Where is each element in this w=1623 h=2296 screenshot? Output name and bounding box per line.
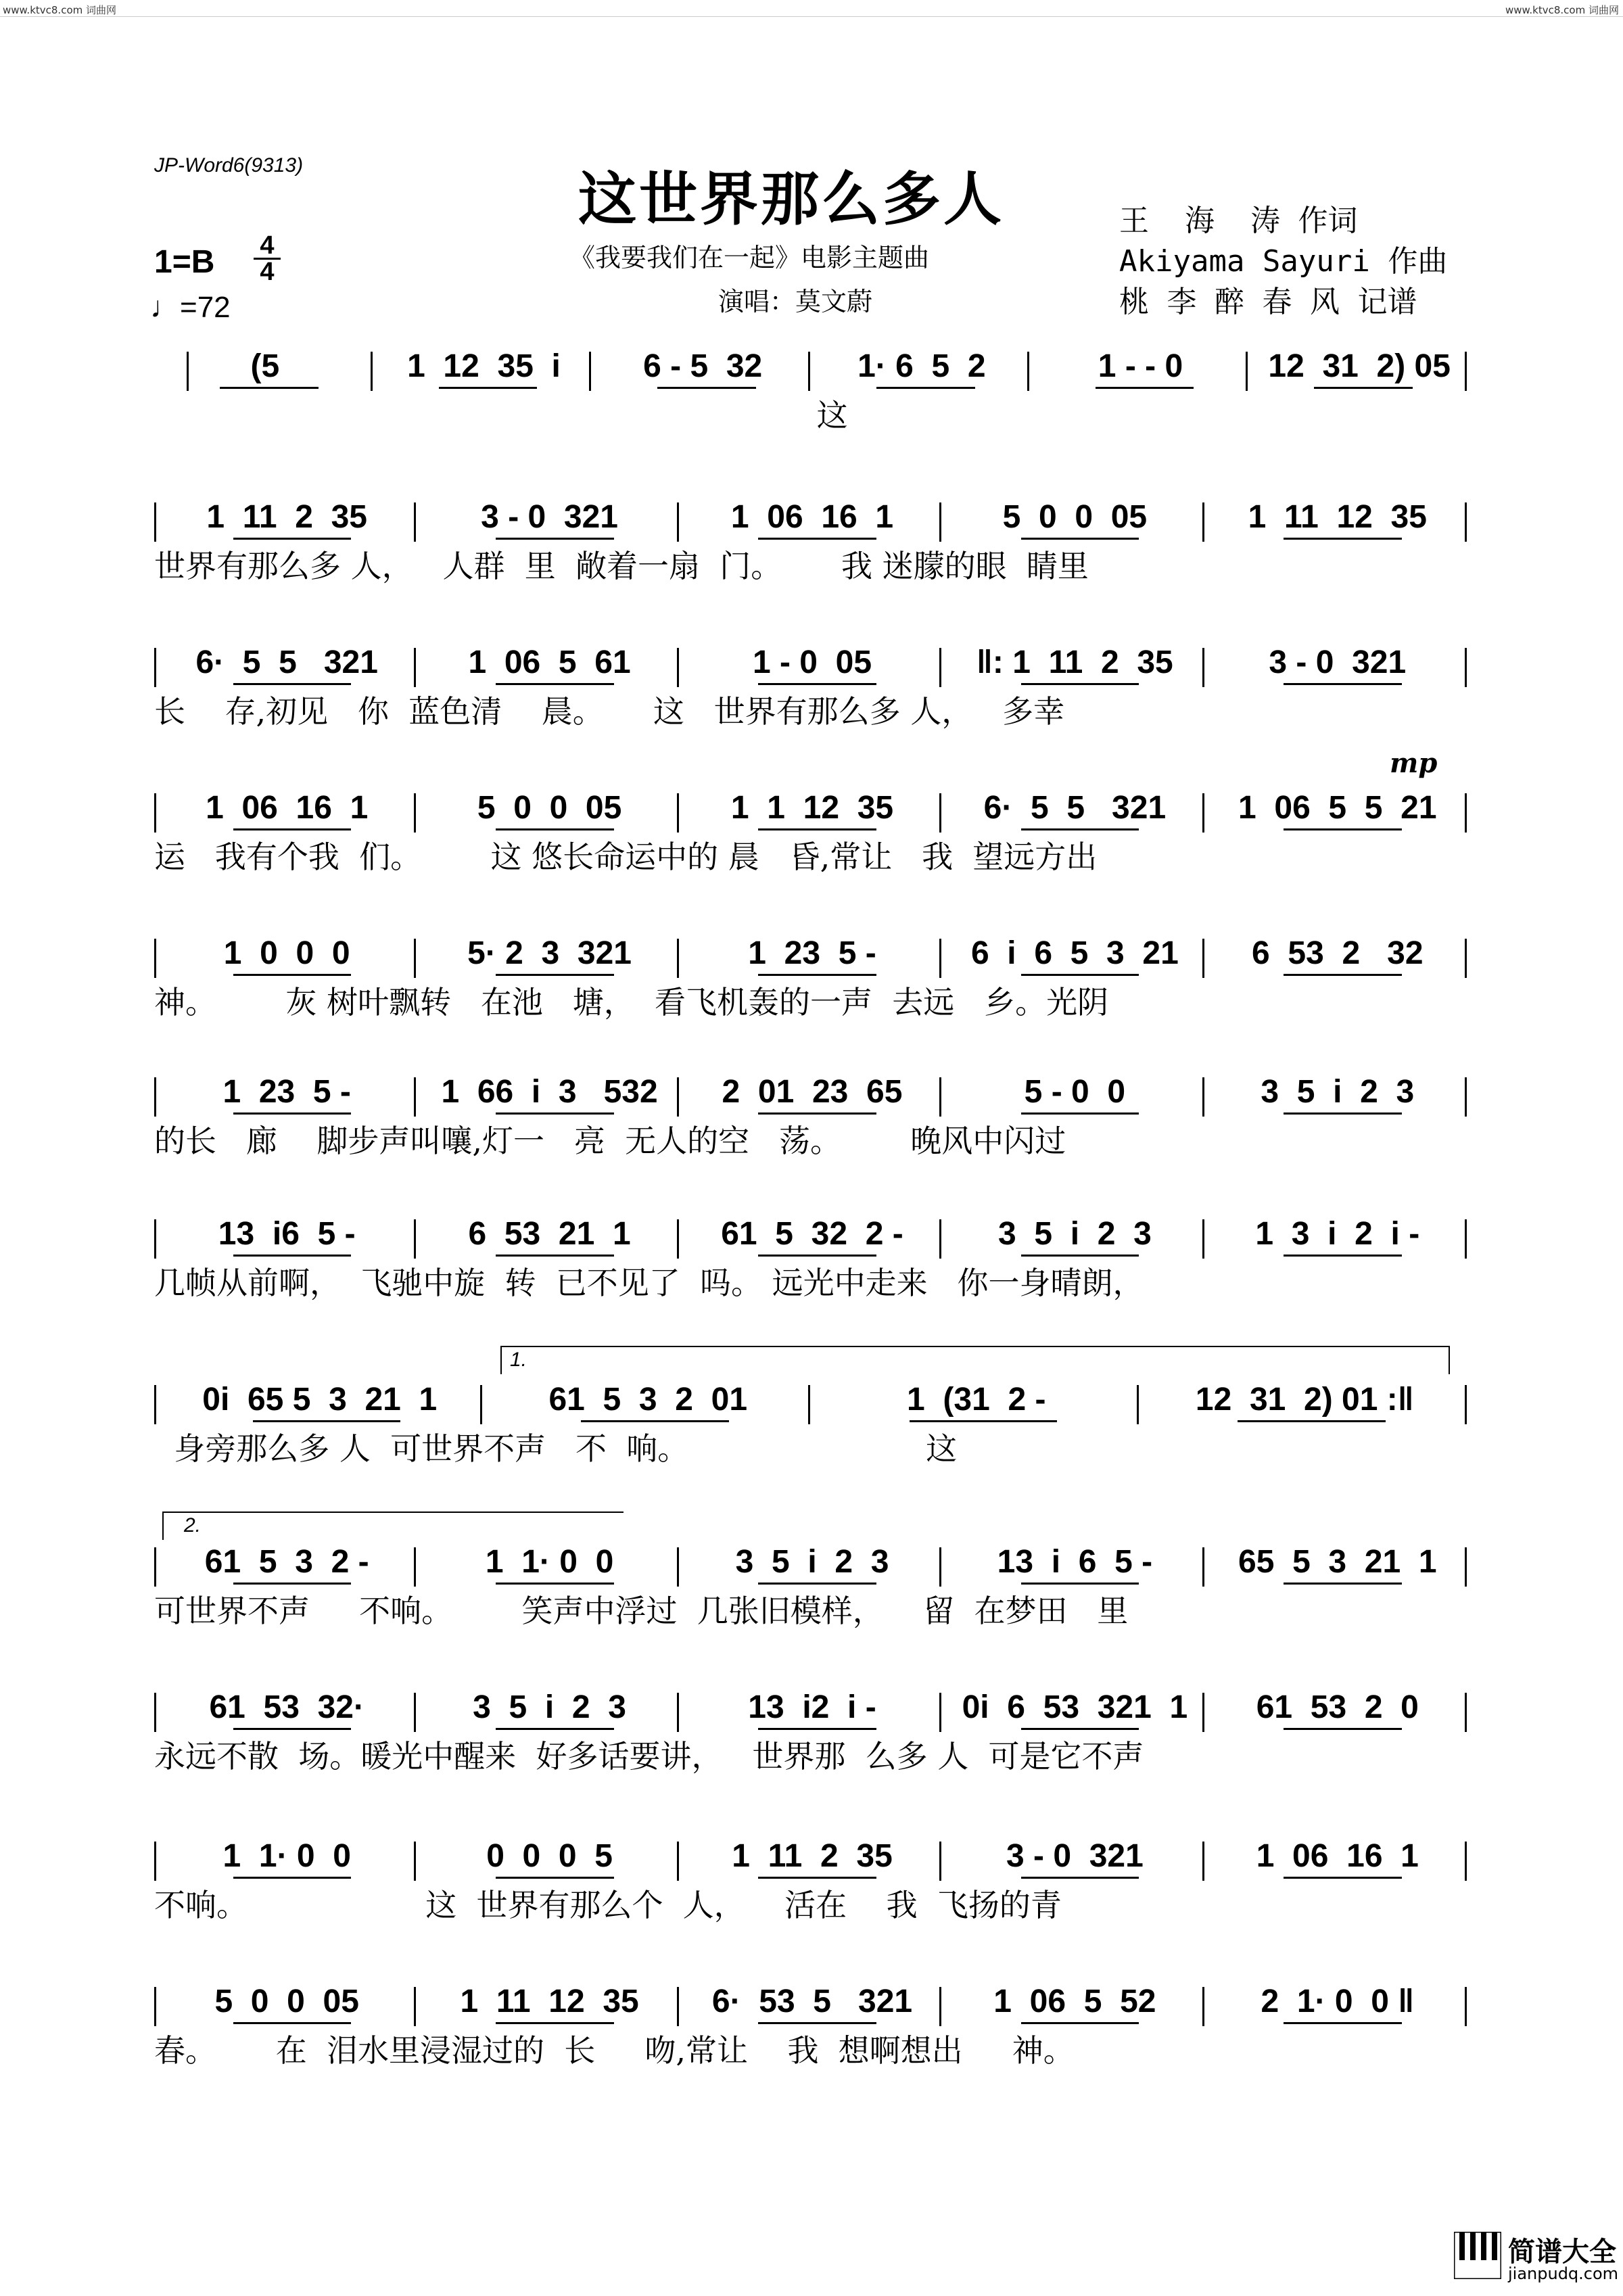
second-ending-bracket bbox=[162, 1512, 624, 1540]
barline bbox=[414, 1077, 416, 1117]
measure-notes: ‖: 1 11 2 35 bbox=[977, 645, 1173, 680]
measure-notes: 1 11 2 35 bbox=[206, 499, 367, 535]
beam-underline bbox=[581, 1420, 728, 1422]
beam-underline bbox=[1284, 828, 1402, 830]
time-signature-bottom: 4 bbox=[254, 258, 281, 284]
beam-underline bbox=[220, 387, 319, 389]
barline bbox=[154, 939, 156, 978]
measure-notes: 3 - 0 321 bbox=[1006, 1838, 1144, 1874]
score-system bbox=[154, 1982, 1467, 2083]
measure-notes: 1 11 12 35 bbox=[1248, 499, 1427, 535]
top-divider bbox=[0, 16, 1623, 17]
measure-notes: 61 5 3 2 01 bbox=[548, 1382, 748, 1418]
beam-underline bbox=[1021, 1255, 1139, 1257]
beam-underline bbox=[1021, 828, 1139, 830]
barline bbox=[1202, 1693, 1204, 1732]
beam-underline bbox=[910, 1420, 1057, 1422]
measure-notes: 65 5 3 21 1 bbox=[1238, 1544, 1437, 1580]
measure-notes: 6 i 6 5 3 21 bbox=[970, 935, 1179, 971]
barline bbox=[677, 1077, 679, 1117]
beam-underline bbox=[1021, 683, 1139, 685]
beam-underline bbox=[1284, 1583, 1402, 1585]
barline bbox=[154, 1385, 156, 1424]
barline bbox=[1465, 1693, 1467, 1732]
barline bbox=[939, 1693, 941, 1732]
barline bbox=[1465, 939, 1467, 978]
barline bbox=[154, 502, 156, 542]
beam-underline bbox=[758, 1255, 876, 1257]
key-signature: 1=B bbox=[154, 244, 215, 280]
measure-notes: 3 - 0 321 bbox=[481, 499, 618, 535]
measure-notes: 12 31 2) 05 bbox=[1268, 348, 1451, 384]
barline bbox=[414, 939, 416, 978]
barline bbox=[414, 1693, 416, 1732]
barline bbox=[677, 502, 679, 542]
beam-underline bbox=[1021, 1728, 1139, 1730]
barline bbox=[677, 1842, 679, 1881]
barline bbox=[154, 1842, 156, 1881]
song-subtitle: 《我要我们在一起》电影主题曲 bbox=[569, 243, 930, 273]
score-system bbox=[154, 1380, 1467, 1481]
beam-underline bbox=[439, 387, 538, 389]
measure-notes: 1 06 5 5 21 bbox=[1238, 790, 1437, 826]
barline bbox=[677, 1547, 679, 1587]
barline bbox=[939, 793, 941, 833]
lyrics-line: 这 bbox=[154, 397, 848, 434]
time-signature-top: 4 bbox=[260, 231, 275, 260]
measure-notes: 3 5 i 2 3 bbox=[1261, 1074, 1415, 1110]
measure-notes: 1 23 5 - bbox=[748, 935, 876, 971]
measure-notes: 12 31 2) 01 :‖ bbox=[1195, 1382, 1414, 1418]
barline bbox=[939, 502, 941, 542]
measure-notes: 6 - 5 32 bbox=[643, 348, 763, 384]
barline bbox=[939, 1219, 941, 1259]
barline bbox=[589, 352, 591, 391]
barline bbox=[414, 1219, 416, 1259]
measure-notes: 61 5 3 2 - bbox=[204, 1544, 369, 1580]
barline bbox=[414, 1987, 416, 2026]
beam-underline bbox=[1284, 1112, 1402, 1115]
barline bbox=[1465, 793, 1467, 833]
measure-notes: 3 5 i 2 3 bbox=[473, 1689, 626, 1725]
measure-notes: 1 1 12 35 bbox=[730, 790, 894, 826]
site-watermark-right: www.ktvc8.com 词曲网 bbox=[1505, 4, 1619, 16]
measure-notes: 13 i6 5 - bbox=[218, 1216, 356, 1252]
barline bbox=[677, 939, 679, 978]
barline bbox=[808, 1385, 810, 1424]
lyrics-line: 不响。 这 世界有那么个 人， 活在 我 飞扬的青 bbox=[154, 1887, 1062, 1923]
footer-logo bbox=[1454, 2225, 1619, 2289]
barline bbox=[1202, 648, 1204, 687]
barline bbox=[1202, 1219, 1204, 1259]
lyricist-credit: 王 海 涛 作词 bbox=[1119, 204, 1358, 238]
beam-underline bbox=[1284, 974, 1402, 976]
barline bbox=[414, 1842, 416, 1881]
measure-notes: 1 1· 0 0 bbox=[222, 1838, 351, 1874]
barline bbox=[1202, 1987, 1204, 2026]
lyrics-line: 身旁那么多 人 可世界不声 不 响。 这 bbox=[154, 1430, 958, 1467]
beam-underline bbox=[233, 1728, 352, 1730]
time-signature bbox=[254, 233, 281, 284]
beam-underline bbox=[233, 1112, 352, 1115]
beam-underline bbox=[496, 1583, 614, 1585]
barline bbox=[1246, 352, 1248, 391]
beam-underline bbox=[1021, 2022, 1139, 2024]
barline bbox=[677, 1693, 679, 1732]
piano-keys-icon bbox=[1454, 2232, 1501, 2279]
barline bbox=[677, 1987, 679, 2026]
measure-notes: 1 3 i 2 i - bbox=[1255, 1216, 1420, 1252]
barline bbox=[1202, 502, 1204, 542]
measure-notes: 5 - 0 0 bbox=[1024, 1074, 1126, 1110]
measure-notes: 5 0 0 05 bbox=[477, 790, 622, 826]
barline bbox=[154, 1077, 156, 1117]
beam-underline bbox=[1021, 1112, 1139, 1115]
beam-underline bbox=[496, 683, 614, 685]
measure-notes: 5 0 0 05 bbox=[1002, 499, 1148, 535]
barline bbox=[939, 1842, 941, 1881]
beam-underline bbox=[253, 1420, 400, 1422]
measure-notes: 1 - 0 05 bbox=[752, 645, 872, 680]
transcriber-credit: 桃 李 醉 春 风 记谱 bbox=[1119, 285, 1417, 319]
lyrics-line: 春。 在 泪水里浸湿过的 长 吻,常让 我 想啊想出 神。 bbox=[154, 2032, 1075, 2069]
measure-notes: 1 06 5 61 bbox=[468, 645, 631, 680]
tempo-marking: ♩=72 bbox=[150, 291, 231, 324]
measure-notes: (5 bbox=[250, 348, 280, 384]
measure-notes: 3 5 i 2 3 bbox=[997, 1216, 1152, 1252]
barline bbox=[414, 1547, 416, 1587]
score-system bbox=[154, 497, 1467, 599]
beam-underline bbox=[758, 683, 876, 685]
barline bbox=[371, 352, 373, 391]
barline bbox=[154, 1693, 156, 1732]
beam-underline bbox=[758, 538, 876, 540]
beam-underline bbox=[1021, 974, 1139, 976]
beam-underline bbox=[758, 828, 876, 830]
barline bbox=[1202, 1842, 1204, 1881]
beam-underline bbox=[1284, 2022, 1402, 2024]
beam-underline bbox=[657, 387, 756, 389]
barline bbox=[1465, 1987, 1467, 2026]
singer-credit: 演唱：莫文蔚 bbox=[718, 287, 873, 317]
barline bbox=[1465, 1385, 1467, 1424]
logo-url: jianpudq.com bbox=[1508, 2264, 1619, 2283]
measure-notes: 6· 5 5 321 bbox=[195, 645, 378, 680]
barline bbox=[414, 502, 416, 542]
beam-underline bbox=[233, 974, 352, 976]
site-watermark-left: www.ktvc8.com 词曲网 bbox=[3, 4, 117, 16]
beam-underline bbox=[496, 974, 614, 976]
beam-underline bbox=[1284, 538, 1402, 540]
lyrics-line: 神。 灰 树叶飘转 在池 塘， 看飞机轰的一声 去远 乡。光阴 bbox=[154, 984, 1109, 1021]
beam-underline bbox=[758, 2022, 876, 2024]
measure-notes: 13 i 6 5 - bbox=[997, 1544, 1153, 1580]
beam-underline bbox=[1284, 1728, 1402, 1730]
measure-notes: 1 66 i 3 532 bbox=[441, 1074, 658, 1110]
beam-underline bbox=[876, 387, 975, 389]
barline bbox=[154, 1987, 156, 2026]
measure-notes: 1 06 16 1 bbox=[730, 499, 894, 535]
beam-underline bbox=[233, 1877, 352, 1879]
score-system bbox=[154, 788, 1467, 889]
measure-notes: 6 53 21 1 bbox=[468, 1216, 631, 1252]
measure-notes: 3 - 0 321 bbox=[1269, 645, 1407, 680]
beam-underline bbox=[233, 1255, 352, 1257]
measure-notes: 5· 2 3 321 bbox=[467, 935, 632, 971]
barline bbox=[1202, 1547, 1204, 1587]
beam-underline bbox=[758, 1728, 876, 1730]
measure-notes: 5 0 0 05 bbox=[214, 1984, 359, 2019]
beam-underline bbox=[496, 828, 614, 830]
measure-notes: 61 5 32 2 - bbox=[721, 1216, 903, 1252]
measure-notes: 61 53 32· bbox=[209, 1689, 364, 1725]
barline bbox=[677, 648, 679, 687]
barline bbox=[154, 1547, 156, 1587]
measure-notes: 1 (31 2 - bbox=[907, 1382, 1046, 1418]
lyrics-line: 的长 廊 脚步声叫嚷,灯一 亮 无人的空 荡。 晚风中闪过 bbox=[154, 1123, 1066, 1159]
lyrics-line: 运 我有个我 们。 这 悠长命运中的 晨 昏,常让 我 望远方出 bbox=[154, 839, 1098, 875]
measure-notes: 1 06 5 52 bbox=[993, 1984, 1156, 2019]
first-ending-label: 1. bbox=[510, 1349, 527, 1371]
second-ending-label: 2. bbox=[184, 1514, 202, 1537]
barline bbox=[1465, 1219, 1467, 1259]
beam-underline bbox=[758, 1112, 876, 1115]
barline bbox=[1465, 1842, 1467, 1881]
logo-text: 简谱大全 bbox=[1508, 2236, 1616, 2268]
barline bbox=[1465, 352, 1467, 391]
beam-underline bbox=[496, 2022, 614, 2024]
measure-notes: 2 01 23 65 bbox=[722, 1074, 903, 1110]
beam-underline bbox=[233, 1583, 352, 1585]
measure-notes: 1 11 2 35 bbox=[732, 1838, 893, 1874]
beam-underline bbox=[1284, 1877, 1402, 1879]
barline bbox=[414, 648, 416, 687]
measure-notes: 13 i2 i - bbox=[748, 1689, 876, 1725]
barline bbox=[1202, 939, 1204, 978]
measure-notes: 3 5 i 2 3 bbox=[735, 1544, 889, 1580]
measure-notes: 0i 6 53 321 1 bbox=[962, 1689, 1188, 1725]
beam-underline bbox=[1314, 387, 1413, 389]
measure-notes: 1 23 5 - bbox=[222, 1074, 351, 1110]
barline bbox=[1465, 1547, 1467, 1587]
measure-notes: 1 - - 0 bbox=[1098, 348, 1183, 384]
lyrics-line: 几帧从前啊， 飞驰中旋 转 已不见了 吗。 远光中走来 你一身晴朗， bbox=[154, 1265, 1144, 1301]
measure-notes: 1 1· 0 0 bbox=[485, 1544, 614, 1580]
score-system bbox=[154, 1542, 1467, 1643]
barline bbox=[1137, 1385, 1139, 1424]
measure-notes: 1 12 35 i bbox=[407, 348, 561, 384]
beam-underline bbox=[233, 538, 352, 540]
dynamic-marking: mp bbox=[1390, 747, 1438, 779]
measure-notes: 1· 6 5 2 bbox=[857, 348, 986, 384]
beam-underline bbox=[1021, 538, 1139, 540]
beam-underline bbox=[496, 1112, 614, 1115]
measure-notes: 1 11 12 35 bbox=[460, 1984, 639, 2019]
measure-notes: 6 53 2 32 bbox=[1252, 935, 1424, 971]
beam-underline bbox=[758, 1877, 876, 1879]
beam-underline bbox=[496, 1255, 614, 1257]
barline bbox=[939, 648, 941, 687]
lyrics-line: 可世界不声 不响。 笑声中浮过 几张旧模样， 留 在梦田 里 bbox=[154, 1593, 1129, 1629]
beam-underline bbox=[758, 974, 876, 976]
composer-credit: Akiyama Sayuri 作曲 bbox=[1119, 244, 1448, 279]
barline bbox=[1027, 352, 1029, 391]
beam-underline bbox=[758, 1583, 876, 1585]
beam-underline bbox=[1238, 1420, 1385, 1422]
score-system bbox=[154, 346, 1467, 448]
barline bbox=[480, 1385, 482, 1424]
beam-underline bbox=[496, 1728, 614, 1730]
song-title: 这世界那么多人 bbox=[578, 165, 1004, 233]
measure-notes: 1 0 0 0 bbox=[223, 935, 350, 971]
beam-underline bbox=[233, 828, 352, 830]
barline bbox=[1202, 793, 1204, 833]
barline bbox=[154, 793, 156, 833]
beam-underline bbox=[496, 1877, 614, 1879]
barline bbox=[414, 793, 416, 833]
barline bbox=[154, 1219, 156, 1259]
beam-underline bbox=[496, 538, 614, 540]
score-system bbox=[154, 1836, 1467, 1938]
barline bbox=[677, 1219, 679, 1259]
barline bbox=[939, 1987, 941, 2026]
score-system bbox=[154, 1072, 1467, 1173]
measure-notes: 0i 65 5 3 21 1 bbox=[202, 1382, 438, 1418]
barline bbox=[677, 793, 679, 833]
measure-notes: 6· 5 5 321 bbox=[983, 790, 1167, 826]
software-label: JP-Word6(9313) bbox=[154, 154, 304, 177]
barline bbox=[1465, 648, 1467, 687]
measure-notes: 1 06 16 1 bbox=[206, 790, 369, 826]
barline bbox=[808, 352, 810, 391]
beam-underline bbox=[1284, 1255, 1402, 1257]
measure-notes: 61 53 2 0 bbox=[1256, 1689, 1419, 1725]
measure-notes: 2 1· 0 0 ‖ bbox=[1261, 1984, 1415, 2019]
score-system bbox=[154, 1214, 1467, 1315]
measure-notes: 1 06 16 1 bbox=[1256, 1838, 1419, 1874]
lyrics-line: 永远不散 场。暖光中醒来 好多话要讲， 世界那 么多 人 可是它不声 bbox=[154, 1738, 1144, 1775]
first-ending-bracket bbox=[500, 1346, 1450, 1374]
measure-notes: 0 0 0 5 bbox=[486, 1838, 613, 1874]
beam-underline bbox=[233, 2022, 352, 2024]
barline bbox=[939, 939, 941, 978]
beam-underline bbox=[1021, 1583, 1139, 1585]
barline bbox=[1202, 1077, 1204, 1117]
beam-underline bbox=[1021, 1877, 1139, 1879]
beam-underline bbox=[233, 683, 352, 685]
barline bbox=[939, 1547, 941, 1587]
barline bbox=[1465, 1077, 1467, 1117]
lyrics-line: 世界有那么多 人， 人群 里 敞着一扇 门。 我 迷朦的眼 睛里 bbox=[154, 548, 1089, 584]
barline bbox=[939, 1077, 941, 1117]
barline bbox=[1465, 502, 1467, 542]
beam-underline bbox=[1284, 683, 1402, 685]
beam-underline bbox=[1096, 387, 1194, 389]
score-system bbox=[154, 1687, 1467, 1789]
lyrics-line: 长 存,初见 你 蓝色清 晨。 这 世界有那么多 人， 多幸 bbox=[154, 693, 1065, 730]
barline bbox=[154, 648, 156, 687]
score-system bbox=[154, 933, 1467, 1035]
measure-notes: 6· 53 5 321 bbox=[711, 1984, 913, 2019]
score-system bbox=[154, 642, 1467, 744]
